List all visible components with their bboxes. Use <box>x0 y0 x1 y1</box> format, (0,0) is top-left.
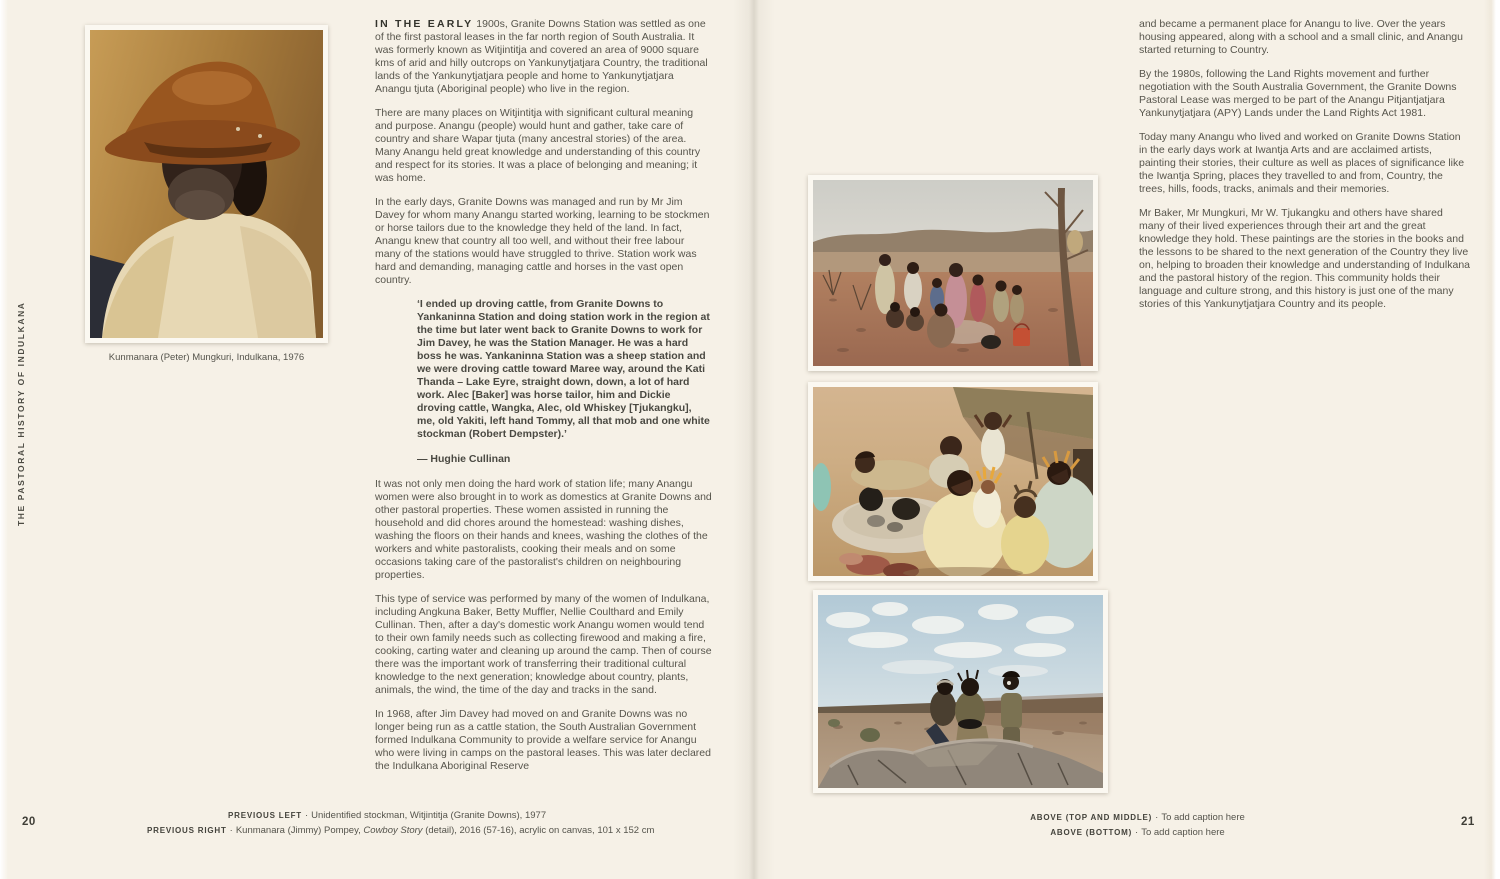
book-gutter <box>733 0 775 879</box>
portrait-caption: Kunmanara (Peter) Mungkuri, Indulkana, 1976 <box>108 352 305 363</box>
page-number-right: 21 <box>1461 816 1475 828</box>
right-text-column <box>1139 18 1470 322</box>
photo-camp-women-children <box>808 382 1098 581</box>
caption-text: Kunmanara (Jimmy) Pompey, <box>235 825 364 836</box>
page-edge-left <box>0 0 8 879</box>
caption-text: (detail), 2016 (57-16), acrylic on canvas, 101 x 152 cm <box>422 825 655 836</box>
paragraph-1-text: 1900s, Granite Downs Station was settled as one of the first pastoral leases in the far north region of South Australia. It was formerly known as Witjintitja and covered an area of 9000 square kms of arid and hilly outcrops on Yankunytjatjara Country, the traditional lands of the Yankunytjatjara people and home to Yankunytjatjara Anangu tjuta (Aboriginal people) who live in the region. <box>375 18 708 95</box>
paragraph-10: Mr Baker, Mr Mungkuri, Mr W. Tjukangku and others have shared many of their lived experiences through their art and the great knowledge they hold. These paintings are the stories in the books and the lessons to be shared to the next generation of the Country they live on, helping to broaden their knowledge and understanding of Indulkana and the pastoral history of the region. This community holds their language and culture strong, and this history is just one of the many stories of this Yankunytjatjara Country and its people. <box>1139 207 1471 310</box>
quote-attribution: — Hughie Cullinan <box>417 453 511 465</box>
desert-camp-illustration <box>813 180 1093 366</box>
caption-separator: · <box>1135 827 1139 838</box>
caption-above-top-middle <box>1020 810 1255 825</box>
caption-label: PREVIOUS RIGHT <box>147 826 227 835</box>
page-number-left: 20 <box>22 816 36 828</box>
caption-previous-right <box>147 825 654 836</box>
caption-above-bottom <box>1020 825 1255 840</box>
paragraph-5: This type of service was performed by many of the women of Indulkana, including Angkuna Baker, Betty Muffler, Nellie Coulthard and Emily Cullinan. Then, after a day's domestic work Anangu women would tend to their own family needs such as collecting firewood and making a fire, cooking, carting water and cleaning up around the camp. Then of course there was the important work of transferring their traditional cultural knowledge to the next generation; knowledge about country, plants, animals, the wind, the time of the day and tracks in the sand. <box>375 593 712 696</box>
photo-stockmen-on-rock <box>813 590 1108 793</box>
captions-above <box>1020 810 1255 840</box>
paragraph-4: It was not only men doing the hard work of station life; many Anangu women were also brought in to work as domestics at Granite Downs and other pastoral properties. These women assisted in running the household and did chores around the homestead: washing dishes, washing the floors on their hands and knees, washing the clothes of the workers and white pastoralists, cooking their meals and on some occasions taking care of the pastoralist's children on neighbouring properties. <box>375 478 712 581</box>
camp-women-illustration <box>813 387 1093 576</box>
caption-label: ABOVE (BOTTOM) <box>1050 828 1133 837</box>
caption-separator: · <box>304 810 309 821</box>
page-edge-right <box>1484 0 1500 879</box>
paragraph-1 <box>375 18 712 96</box>
caption-previous-left <box>228 810 546 821</box>
paragraph-9: Today many Anangu who lived and worked on Granite Downs Station in the early days work at Iwantja Arts and are acclaimed artists, painting their stories, their culture as well as places of significance like the Iwantja Spring, places they travelled to and from, Country, the trees, hills, foods, tracks, animals and their memories. <box>1139 131 1465 195</box>
caption-separator: · <box>229 825 233 836</box>
caption-label: ABOVE (TOP AND MIDDLE) <box>1030 813 1153 822</box>
paragraph-6: In 1968, after Jim Davey had moved on and Granite Downs was no longer being run as a cattle station, the South Australian Government formed Indulkana Community to provide a welfare service for Anangu who were living in camps on the pastoral leases. This was later declared the Indulkana Aboriginal Reserve <box>375 708 711 772</box>
caption-label: PREVIOUS LEFT <box>228 811 302 820</box>
photo-portrait-mungkuri <box>85 25 328 343</box>
paragraph-2: There are many places on Witjintitja with significant cultural meaning and purpose. Anangu (people) would hunt and gather, take care of country and share Wapar tjuta (many ancestral stories) of the area. Many Anangu held great knowledge and understanding of this country and respect for its stories. It was a place of belonging and meaning; it was home. <box>375 107 701 184</box>
paragraph-8: By the 1980s, following the Land Rights movement and further negotiation with the South Australia Government, the Granite Downs Pastoral Lease was merged to be part of the Anangu Pitjantjatjara Yankunytjatjara (APY) Lands under the Land Rights Act 1981. <box>1139 68 1457 119</box>
paragraph-7: and became a permanent place for Anangu to live. Over the years housing appeared, along with a school and a small clinic, and Anangu started returning to Country. <box>1139 18 1463 56</box>
caption-text: Unidentified stockman, Witjintitja (Granite Downs), 1977 <box>311 810 547 821</box>
caption-text: To add caption here <box>1141 827 1225 838</box>
left-text-column <box>375 18 712 784</box>
photo-desert-camp-group <box>808 175 1098 371</box>
paragraph-3: In the early days, Granite Downs was managed and run by Mr Jim Davey for whom many Anangu started working, learning to be stockmen or horse tailors due to the knowledge they held of the land. In fact, Anangu knew that country all too well, and without their free labour many of the stations would have struggled to thrive. Station work was hard and demanding, managing cattle and horses in the vast open country. <box>375 196 710 286</box>
caption-artwork-title: Cowboy Story <box>363 825 423 836</box>
portrait-illustration <box>90 30 323 338</box>
caption-text: To add caption here <box>1161 812 1245 823</box>
lead-in: IN THE EARLY <box>375 18 474 30</box>
caption-separator: · <box>1155 812 1159 823</box>
chapter-title-vertical: THE PASTORAL HISTORY OF INDULKANA <box>16 301 26 526</box>
stockmen-illustration <box>818 595 1103 788</box>
pull-quote: ‘I ended up droving cattle, from Granite Downs to Yankaninna Station and doing station work in the region at the time but later went back to Granite Downs to work for Jim Davey, he was the Station Manager. He was a hard boss he was. Yankaninna Station was a sheep station and we were droving cattle toward Maree way, around the Kati Thanda – Lake Eyre, straight down, down, a lot of hard work. Alec [Baker] was horse tailor, him and Dickie droving cattle, Wangka, Alec, old Whiskey [Tjukangku], me, old Yakiti, left hand Tommy, all that mob and one white stockman (Robert Dempster).’ <box>417 298 710 440</box>
